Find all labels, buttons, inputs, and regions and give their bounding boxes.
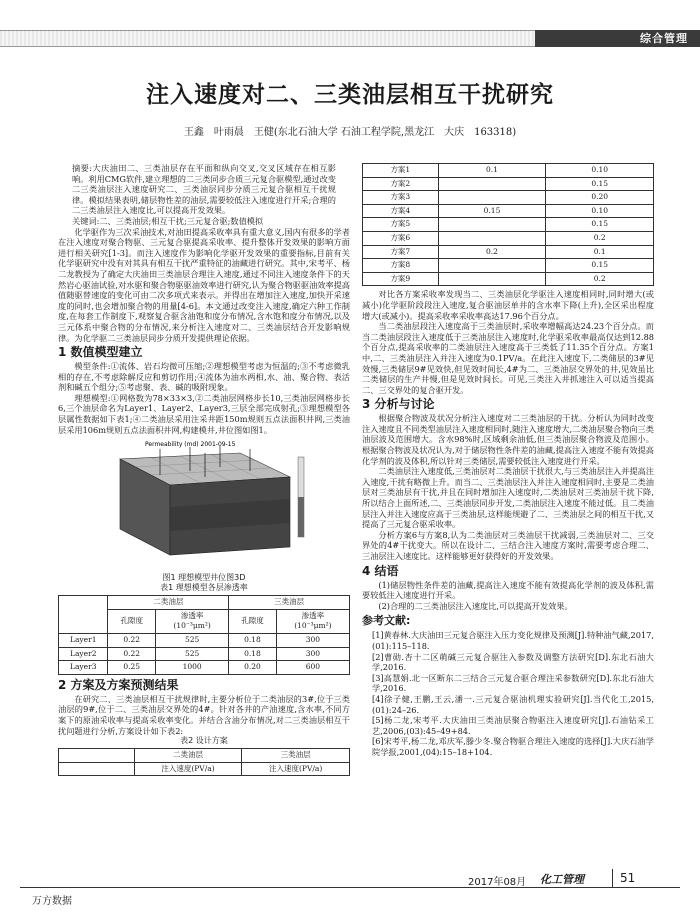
figure-1-caption: 图1 理想模型井位图3D — [162, 573, 246, 583]
table-1-caption: 表1 理想模型各层渗透率 — [160, 583, 248, 593]
right-column — [362, 163, 654, 758]
abstract: 摘要:大庆油田二、三类油层存在平面和纵向交叉,交叉区域存在相互影响。利用CMG软件,建立理想的二三类同步合质三元复合驱模型,通过改变二三类油层注入速度研究二、三类油层同步分质三元复合驱相互干扰规律。模拟结果表明,储层物性差的油层,需要较低注入速度进行开采;合理的二三类油层注入速度比,可以提高开发效果。 — [72, 163, 336, 216]
section-2-heading: 2 方案及方案预测结果 — [58, 677, 179, 692]
section-3-heading: 3 分析与讨论 — [362, 397, 435, 412]
table-row: Layer2 0.22 525 0.18 300 — [59, 647, 350, 661]
magazine-name: 化工管理 — [540, 873, 584, 886]
table-1 — [58, 595, 350, 675]
references-list — [362, 630, 654, 757]
table-row: 方案8 0.15 — [363, 259, 654, 273]
table1-perm-header: 渗透率 (10⁻³μm²) — [156, 609, 229, 633]
right-paragraph-1: 对比各方案采收率发现当二、三类油层化学驱注入速度相同时,同时增大(或减小)化学驱阶段段注入速度,复合驱油层单井的含水率下降(上升),全区采出程度增大(或减小)。提高采收率采收率高达17.96个百分点。 — [362, 289, 654, 321]
footer-rule — [20, 887, 680, 888]
table1-perm-header: 渗透率 (10⁻³μm²) — [276, 609, 349, 633]
keywords: 关键词:二、三类油层;相互干扰;三元复合驱;数值模拟 — [72, 215, 264, 226]
reference-item: [1]黄春林.大庆油田三元复合驱注入压力变化规律及预测[J].特种油气藏,2017,(01):115–118. — [372, 630, 654, 651]
table1-porosity-header: 孔隙度 — [229, 609, 277, 633]
plot-title: Permeability (md) 2001-09-15 — [145, 441, 236, 449]
sec3-paragraph-3: 分析方案6与方案8,认为二类油层对三类油层干扰减弱,三类油层对二、三交界处的4#干扰变大。所以在设计二、三结合注入速度方案时,需要考虑合理二、三油层注入速度比。这样能够更好获得好的开发效果。 — [362, 529, 654, 561]
sec2-paragraph: 在研究二、三类油层相互干扰规律时,主要分析位于二类油层的3#,位于三类油层的9#,位于二、三类油层交界处的4#。针对各井的产油速度,含水率,不同方案下的原油采收率与提高采收率变化。并结合含油分布情况,对二三类油层相互干扰问题进行分析,方案设计如下表2: — [58, 693, 350, 736]
section-4-heading: 4 结语 — [362, 563, 399, 578]
sec1-paragraph-2: 理想模型:①网格数为78×33×3,②二类油层网格步长10,三类油层网格步长6,三个油层命名为Layer1、Layer2、Layer3,三层全部完成射孔;③理想模型各层属性数据如下表1;④二类油层采用注采井距150m规则五点法面积井网,三类油层采用106m规则五点法面积井网,构建模井,井位图如图1。 — [58, 392, 350, 435]
reference-item: [6]宋考平,杨二龙,邓庆军,滕少冬.聚合物驱合理注入速度的选择[J].大庆石油学院学报,2001,(04):15–18+104. — [372, 736, 654, 757]
reference-item: [5]杨二龙,宋考平.大庆油田三类油层聚合物驱注入速度研究[J].石油钻采工艺,2006,(03):45–49+84. — [372, 715, 654, 736]
section-label: 综合管理 — [535, 30, 700, 47]
table-2 — [362, 163, 654, 286]
table-row: 方案6 0.2 — [363, 231, 654, 245]
reference-item: [3]高慧娟.北一区断东二三结合三元复合驱合理注采参数研究[D].东北石油大学,2016. — [372, 672, 654, 694]
conclusion-2: (2)合理的二三类油层注入速度比,可以提高开发效果。 — [378, 600, 573, 611]
table-row: 方案2 0.15 — [363, 177, 654, 191]
table-row: 方案5 0.15 — [363, 218, 654, 232]
intro-paragraph: 化学驱作为三次采油技术,对油田提高采收率具有重大意义,国内有很多的学者在注入速度对聚合物驱、三元复合驱提高采收率、提升整体开发效果的影响方面进行相关研究[1-3]。而注入速度作为影响化学驱开发效果的重要指标,目前有关化学驱研究中没有对其具有相互干扰严重特征的油藏进行研究。其中,宋考平、杨二龙教授为了确定大庆油田三类油层合理注入速度,通过不同注入速度条件下的天然岩心驱油试验,对水驱和聚合物驱驱油效率进行研究,认为聚合物驱驱油效率提高值随驱替速度的变化可由二次多项式来表示。并得出在增加注入速度,加快开采速度的同时,也会增加聚合物的用量[4-6]。本文通过改变注入速度,确定六种工作制度,在每套工作制度下,观察复合驱含油饱和度分布情况,含水饱和度分布情况,以及三元体系中聚合物的分布情况,来分析注入速度对二、三类油层结合开发影响规律。为化学驱二三类油层同步分质开发提供理论依据。 — [58, 226, 350, 343]
left-column — [58, 163, 350, 776]
table1-porosity-header: 孔隙度 — [108, 609, 156, 633]
reference-item: [2]曹勋.杏十二区萌碱三元复合驱注入参数及调整方法研究[D].东北石油大学,2016. — [372, 651, 654, 673]
table-row: 方案4 0.15 0.10 — [363, 204, 654, 218]
table1-group-3: 三类油层 — [229, 596, 350, 610]
table-2-header: 二类油层 三类油层 注入速度(PV/a) 注入速度(PV/a) — [58, 748, 350, 776]
table-row: 方案7 0.2 0.1 — [363, 245, 654, 259]
table-row: 方案3 0.20 — [363, 191, 654, 205]
references-heading: 参考文献: — [362, 614, 411, 628]
sec3-paragraph-2: 二类油层注入速度低,三类油层对二类油层干扰很大,与三类油层注入并提高注入速度,干扰有略微上升。而当二、三类油层注入并注入速度相同时,主要是二类油层对三类油层有干扰,并且在同时增加注入速度时,二类油层对三类油层干扰下降,所以结合上面所述,二、三类油层同步开发,二类油层注入速度不能过低。且二类油层注入并注入速度应高于三类油层,这样能规避了二、三类油层之间的相互干扰,又提高了三元复合驱采收率。 — [362, 466, 654, 530]
section-1-heading: 1 数值模型建立 — [58, 345, 143, 360]
page-number: 51 — [620, 871, 636, 885]
table-row: Layer3 0.25 1000 0.20 600 — [59, 661, 350, 675]
table-row: 方案1 0.1 0.10 — [363, 164, 654, 178]
article-title: 注入速度对二、三类油层相互干扰研究 — [146, 82, 554, 108]
footer-divider — [612, 869, 613, 887]
conclusion-1: (1)储层物性条件差的油藏,提高注入速度不能有效提高化学剂的波及体积,需要较低注入速度进行开采。 — [362, 579, 654, 601]
reference-item: [4]徐子健,王鹏,王云,潘一.三元复合驱油机理实验研究[J].当代化工,2015,(01):24–26. — [372, 693, 654, 715]
issue-date: 2017年08月 — [468, 877, 527, 888]
sec3-paragraph-1: 根据聚合物波及状况分析注入速度对二三类油层的干扰。分析认为同时改变注入速度且不同类型油层注入速度相同时,随注入速度增大,二类油层聚合物向三类油层波及范围增大。含水98%时,区域剩余油低,但三类油层聚合物波及范围小。根据聚合物波及状况认为,对于储层物性条件差的油藏,提高注入速度不能有效提高化学剂的波及体积,所以针对三类储层,需要较低注入速度进行开采。 — [362, 413, 654, 466]
figure-3d-model — [90, 437, 318, 571]
authors: 王鑫 叶雨晨 王健(东北石油大学 石油工程学院,黑龙江 大庆 163318) — [183, 127, 517, 138]
right-paragraph-2: 当二类油层段注入速度高于三类油层时,采收率增幅高达24.23个百分点。而当二类油层段注入速度低于三类油层注入速度时,化学驱采收率最高仅达到12.88个百分点,提高采收率的二类油层注入速度高于三类低了11.35个百分点。方案1中,二、三类油层注入并注入速度为0.1PV/a。在此注入速度下,二类储层的3#见效慢,三类储层9#见效快,但见效时间长,4#为二、三类油层交界处的井,见效虽比二类储层的生产井慢,但是见效时间长。可见,三类注入井抓速注入可以适当提高二、三交界处的复合驱开发。 — [362, 321, 654, 395]
table-2-caption: 表2 设计方案 — [180, 736, 228, 746]
model-3d-graphic — [90, 437, 318, 571]
table-row: 方案9 0.2 — [363, 272, 654, 286]
watermark: 万方数据 — [32, 896, 72, 907]
table1-group-2: 二类油层 — [108, 596, 229, 610]
table-row: Layer1 0.22 525 0.18 300 — [59, 634, 350, 648]
sec1-paragraph-1: 模型条件:①流体、岩石均微可压缩;②理想模型考虑为恒温的;③不考虑微乳相的存在,不考虑除解反应和剪切作用;④流体为油水两相,水、油、聚合物、表活剂和碱五个组分;⑤考虑聚、表、碱的吸附现象。 — [58, 361, 350, 393]
